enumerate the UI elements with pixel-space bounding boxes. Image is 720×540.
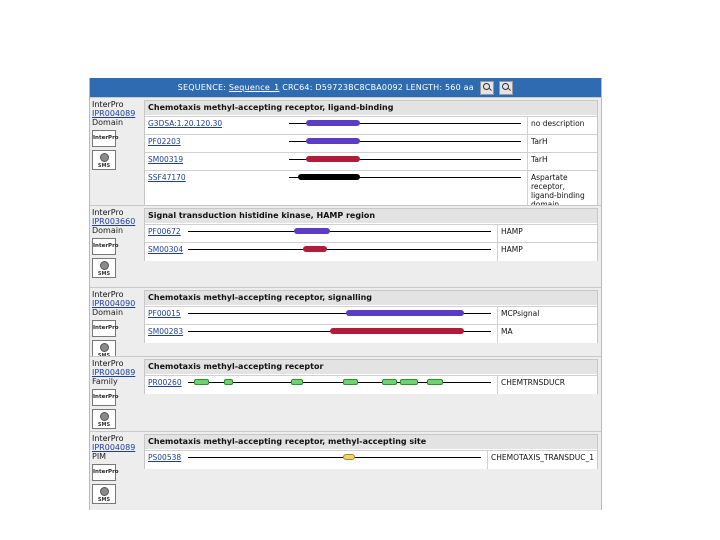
entry-source: InterPro xyxy=(92,208,124,217)
entry-type: Domain xyxy=(92,308,124,317)
match-id-link[interactable]: SM00319 xyxy=(148,155,184,164)
entry-source: InterPro xyxy=(92,100,124,109)
entry-title: Chemotaxis methyl-accepting receptor, methyl-accepting site xyxy=(145,435,597,449)
sequence-link[interactable]: Sequence_1 xyxy=(228,83,280,92)
sms-icon-label: SMS xyxy=(97,163,111,169)
sms-structure-icon[interactable] xyxy=(92,150,116,170)
match-bar[interactable] xyxy=(294,228,330,234)
match-description: CHEMOTAXIS_TRANSDUC_1 xyxy=(487,451,592,469)
motif-segment[interactable] xyxy=(224,379,233,385)
entry-source: InterPro xyxy=(92,290,124,299)
zoom-in-icon[interactable] xyxy=(480,81,494,95)
match-id-link[interactable]: G3DSA:1.20.120.30 xyxy=(148,119,223,128)
match-description: TarH xyxy=(527,153,592,171)
site-marker[interactable] xyxy=(343,454,355,460)
interpro-entry-block xyxy=(90,356,601,430)
entry-type: Family xyxy=(92,377,118,386)
match-description: HAMP xyxy=(497,243,592,261)
interpro-icon[interactable]: InterPro xyxy=(92,389,116,406)
interpro-entry-block xyxy=(90,287,601,355)
match-id-link[interactable]: PF00672 xyxy=(148,227,181,236)
match-row xyxy=(145,375,597,394)
match-description: CHEMTRNSDUCR xyxy=(497,376,592,394)
entry-info xyxy=(92,434,142,504)
sms-icon-label: SMS xyxy=(97,422,111,428)
entry-title: Signal transduction histidine kinase, HAMP region xyxy=(145,209,597,223)
entry-info xyxy=(92,359,142,429)
entry-matches-panel xyxy=(144,208,598,261)
entry-source: InterPro xyxy=(92,359,124,368)
sequence-header-bar xyxy=(90,78,601,98)
sequence-line xyxy=(188,382,491,383)
interpro-entry-block xyxy=(90,97,601,204)
sequence-label: SEQUENCE: xyxy=(177,83,227,92)
length-value: LENGTH: 560 aa xyxy=(405,83,474,92)
interpro-entry-block xyxy=(90,205,601,286)
match-description: MA xyxy=(497,325,592,343)
entry-info xyxy=(92,100,142,170)
match-row xyxy=(145,152,597,171)
entry-type: PIM xyxy=(92,452,107,461)
match-row xyxy=(145,324,597,343)
entry-source: InterPro xyxy=(92,434,124,443)
entry-matches-panel xyxy=(144,359,598,394)
match-bar[interactable] xyxy=(346,310,464,316)
zoom-out-icon[interactable] xyxy=(499,81,513,95)
match-id-link[interactable]: PR00260 xyxy=(148,378,182,387)
match-bar[interactable] xyxy=(306,138,360,144)
motif-segment[interactable] xyxy=(427,379,442,385)
match-bar[interactable] xyxy=(303,246,327,252)
sms-icon-label: SMS xyxy=(97,271,111,277)
motif-segment[interactable] xyxy=(291,379,303,385)
entry-title: Chemotaxis methyl-accepting receptor, ligand-binding xyxy=(145,101,597,115)
match-row xyxy=(145,306,597,325)
match-description: no description xyxy=(527,117,592,135)
match-row xyxy=(145,450,597,469)
match-id-link[interactable]: PS00538 xyxy=(148,453,182,462)
entry-accession-link[interactable]: IPR003660 xyxy=(92,217,136,226)
entry-type: Domain xyxy=(92,226,124,235)
entry-accession-link[interactable]: IPR004089 xyxy=(92,109,136,118)
match-bar[interactable] xyxy=(298,174,361,180)
match-row xyxy=(145,224,597,243)
motif-segment[interactable] xyxy=(194,379,209,385)
match-row xyxy=(145,242,597,261)
match-description: HAMP xyxy=(497,225,592,243)
interpro-icon[interactable]: InterPro xyxy=(92,130,116,147)
crc-value: CRC64: D59723BC8CBA0092 xyxy=(282,83,404,92)
match-id-link[interactable]: SM00283 xyxy=(148,327,184,336)
interpro-result-frame xyxy=(89,78,602,510)
match-bar[interactable] xyxy=(330,328,463,334)
entry-matches-panel xyxy=(144,100,598,207)
sms-icon-label: SMS xyxy=(97,497,111,503)
entry-accession-link[interactable]: IPR004089 xyxy=(92,368,136,377)
match-id-link[interactable]: PF02203 xyxy=(148,137,181,146)
entry-matches-panel xyxy=(144,434,598,469)
motif-segment[interactable] xyxy=(343,379,358,385)
entry-matches-panel xyxy=(144,290,598,343)
match-id-link[interactable]: SSF47170 xyxy=(148,173,186,182)
sms-structure-icon[interactable] xyxy=(92,484,116,504)
match-id-link[interactable]: PF00015 xyxy=(148,309,181,318)
match-bar[interactable] xyxy=(306,156,360,162)
sequence-line xyxy=(188,457,481,458)
match-row xyxy=(145,170,597,207)
match-description: MCPsignal xyxy=(497,307,592,325)
motif-segment[interactable] xyxy=(382,379,397,385)
interpro-icon[interactable]: InterPro xyxy=(92,320,116,337)
match-description: Aspartate receptor, ligand-binding xyxy=(527,171,592,207)
sequence-line xyxy=(188,231,491,232)
interpro-entry-block xyxy=(90,431,601,510)
entry-type: Domain xyxy=(92,118,124,127)
match-id-link[interactable]: SM00304 xyxy=(148,245,184,254)
entry-title: Chemotaxis methyl-accepting receptor, signalling xyxy=(145,291,597,305)
match-bar[interactable] xyxy=(306,120,360,126)
interpro-icon[interactable]: InterPro xyxy=(92,238,116,255)
sms-structure-icon[interactable] xyxy=(92,409,116,429)
match-row xyxy=(145,134,597,153)
entry-accession-link[interactable]: IPR004089 xyxy=(92,443,136,452)
motif-segment[interactable] xyxy=(400,379,418,385)
interpro-icon[interactable]: InterPro xyxy=(92,464,116,481)
match-row xyxy=(145,116,597,135)
entry-info xyxy=(92,208,142,278)
sequence-line xyxy=(188,249,491,250)
entry-info xyxy=(92,290,142,360)
match-description: TarH xyxy=(527,135,592,153)
sms-structure-icon[interactable] xyxy=(92,258,116,278)
entry-accession-link[interactable]: IPR004090 xyxy=(92,299,136,308)
entry-title: Chemotaxis methyl-accepting receptor xyxy=(145,360,597,374)
